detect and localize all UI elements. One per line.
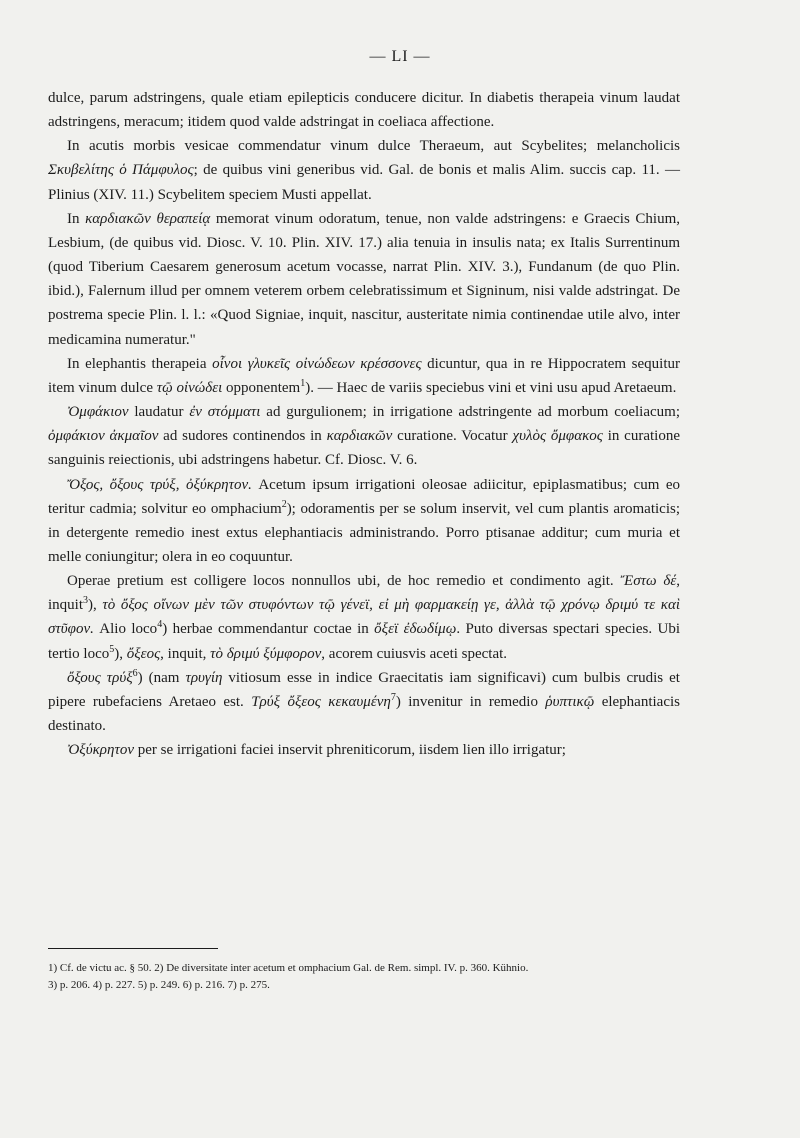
latin-text: ad gurgulionem; in irrigatione adstringente ad morbum coeliacum; <box>260 404 680 421</box>
footnote-ref: 3 <box>83 595 89 607</box>
greek-text: καρδιακῶν <box>326 428 393 445</box>
footnote-line: 3) p. 206. 4) p. 227. 5) p. 249. 6) p. 216. 7) p. 275. <box>48 979 270 991</box>
greek-text: Ὀμφάκιον <box>67 404 129 421</box>
greek-text: καρδιακῶν θεραπείᾳ <box>85 210 211 227</box>
latin-text: ) (nam <box>137 669 186 686</box>
footnote-ref: 7 <box>390 691 396 703</box>
latin-text: elephantiacis destinato. <box>48 693 680 735</box>
greek-text: ὄξους τρύξ <box>67 669 133 686</box>
greek-text: ῥυπτικῷ <box>545 693 595 710</box>
greek-text: τρυγίη <box>185 669 223 686</box>
latin-text: , acorem cuiusvis aceti spectat. <box>321 645 508 662</box>
latin-text: memorat vinum odoratum, tenue, non valde adstringens: e Graecis Chium, Lesbium, (de quibus vid. Diosc. V. 10. Plin. XIV. 17.) alia tenuia in insulis nata; ex Italis Surrentinum (quod Tiberium Caesarem generosum acetum vocasse, narrat Plin. XIV. 3.), Fundanum (de quo Plin. ibid.), Falernum illud per omnem veterem orbem celebratissimum et Signinum, nisi valde adstringat. De postrema specie Plin. l. l.: «Quod Signiae, inquit, nascitur, austeritate nimia continendae utile alvo, inter medicamina numeratur." <box>48 210 680 348</box>
greek-text: ὀμφάκιον ἀκμαῖον <box>48 428 159 445</box>
page-number: — LI — <box>369 48 431 65</box>
footnote-ref: 1 <box>300 377 306 389</box>
latin-text: in curatione sanguinis reiectionis, ubi adstringens habetur. Cf. Diosc. V. 6. <box>48 428 680 469</box>
latin-text: Alio loco <box>93 621 158 638</box>
latin-text: dicuntur, qua in re Hippocratem sequitur item vinum dulce <box>48 355 681 396</box>
greek-text: Σκυβελίτης ὁ Πάμφυλος <box>48 162 194 179</box>
latin-text: ), <box>88 597 103 614</box>
latin-text: ); odoramentis per se solum inservit, vel cum plantis aromaticis; in detergente remedio inest extus elephantiacis administrando. Porro ptisanae additur; cum muria et melle coniungitur; olera in eo coquuntur. <box>48 500 681 565</box>
greek-text: ἐν στόμματι <box>189 404 261 421</box>
latin-text: Operae pretium est colligere locos nonnullos ubi, de hoc remedio et condimento agit. <box>67 573 621 590</box>
greek-text: τὸ ὄξος οἴνων μὲν τῶν στυφόντων τῷ γένεϊ, εἰ μὴ φαρμακείῃ γε, ἀλλὰ τῷ χρόνῳ δριμύ τε καὶ στῦφον. <box>48 597 680 638</box>
latin-text: In <box>67 210 86 227</box>
footnote-ref: 4 <box>157 619 163 631</box>
body-text <box>48 86 680 762</box>
footnote-ref: 2 <box>281 498 287 510</box>
greek-text: οἶνοι γλυκεῖς οἰνώδεων κρέσσονες <box>212 355 422 372</box>
footnote-line: 1) Cf. de victu ac. § 50. 2) De diversitate inter acetum et omphacium Gal. de Rem. simpl. IV. p. 360. Kühnio. <box>48 962 529 974</box>
paragraph-p5 <box>48 400 680 472</box>
latin-text: ; de quibus vini generibus vid. Gal. de bonis et malis Alim. succis cap. 11. — Plinius (XIV. 11.) Scybelitem speciem Musti appellat. <box>48 162 680 203</box>
latin-text: per se irrigationi faciei inservit phreniticorum, iisdem lien illo irrigatur; <box>133 742 566 759</box>
latin-text: curatione. Vocatur <box>392 428 513 445</box>
paragraph-p8 <box>48 666 680 738</box>
latin-text: In acutis morbis vesicae commendatur vinum dulce Theraeum, aut Scybelites; melancholicis <box>67 138 680 155</box>
latin-text: ), <box>114 645 127 662</box>
latin-text: In elephantis therapeia <box>67 355 213 372</box>
greek-text: τῷ οἰνώδει <box>156 379 223 396</box>
latin-text: , inquit <box>48 573 680 614</box>
latin-text: Acetum ipsum irrigationi oleosae adiicitur, epiplasmatibus; cum eo teritur cadmia; solvitur eo omphacium <box>48 476 680 517</box>
paragraph-p3 <box>48 207 680 352</box>
paragraph-p1 <box>48 86 680 134</box>
paragraph-p2 <box>48 134 680 206</box>
footnote-rule <box>48 948 218 949</box>
footnote-ref: 5 <box>109 643 115 655</box>
greek-text: Ὄξος, ὄξους τρύξ, ὀξύκρητον. <box>67 476 252 493</box>
paragraph-p4 <box>48 352 680 400</box>
latin-text: opponentem <box>222 379 301 396</box>
greek-text: χυλὸς ὄμφακος <box>512 428 603 445</box>
greek-text: Ὀξύκρητον <box>67 742 134 759</box>
latin-text: ad sudores continendos in <box>158 428 327 445</box>
greek-text: τὸ δριμύ ξύμφορον <box>210 645 322 662</box>
greek-text: ὄξεϊ ἐδωδίμῳ <box>374 621 457 638</box>
greek-text: ὄξεος <box>126 645 161 662</box>
paragraph-p9 <box>48 738 680 762</box>
latin-text: dulce, parum adstringens, quale etiam epilepticis conducere dicitur. In diabetis therapeia vinum laudat adstringens, meracum; itidem quod valde adstringat in coeliaca affectione. <box>48 90 680 131</box>
greek-text: Τρύξ ὄξεος κεκαυμένη <box>251 693 391 710</box>
paragraph-p6 <box>48 473 680 570</box>
latin-text: ) herbae commendantur coctae in <box>162 621 375 638</box>
footnotes <box>48 960 680 994</box>
latin-text: vitiosum esse in indice Graecitatis iam significavi) cum bulbis crudis et pipere rubefaciens Aretaeo est. <box>48 669 680 710</box>
latin-text: ). — Haec de variis speciebus vini et vini usu apud Aretaeum. <box>305 379 677 396</box>
latin-text: ) invenitur in remedio <box>395 693 546 710</box>
latin-text: . Puto diversas spectari species. Ubi tertio loco <box>48 621 680 662</box>
greek-text: Ἔστω δέ <box>620 573 677 590</box>
latin-text: laudatur <box>128 404 190 421</box>
footnote-ref: 6 <box>132 667 138 679</box>
paragraph-p7 <box>48 569 680 666</box>
latin-text: , inquit, <box>160 645 211 662</box>
